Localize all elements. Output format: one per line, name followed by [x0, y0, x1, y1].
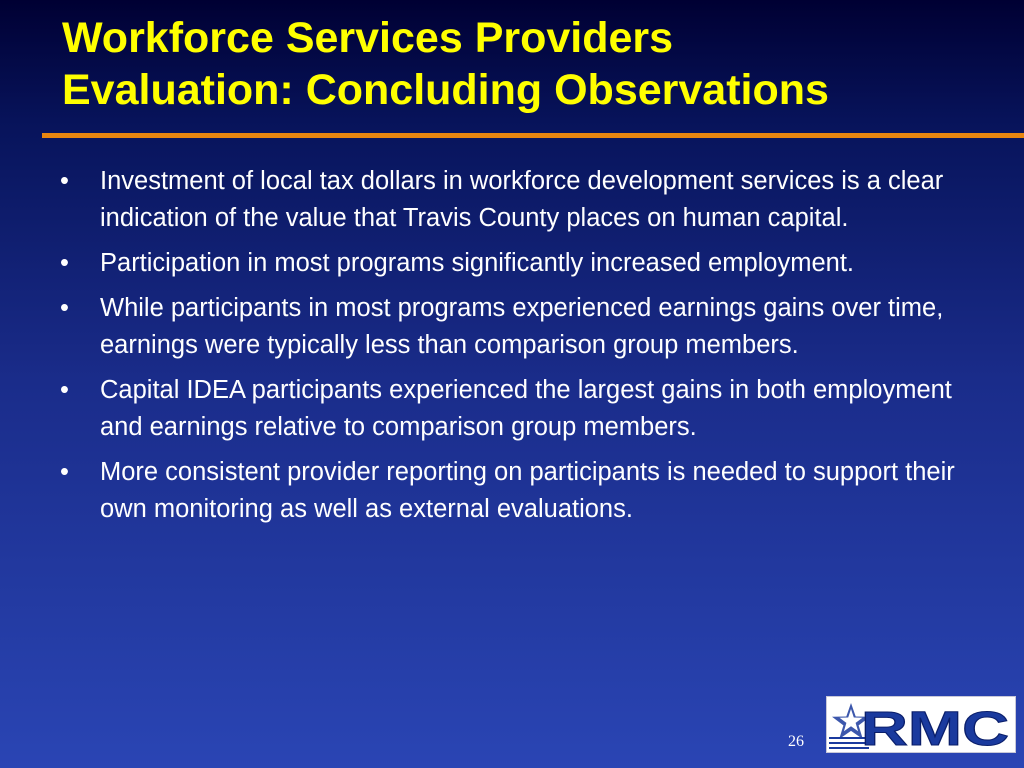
- bullet-marker: •: [60, 167, 69, 195]
- bullet-item: [58, 454, 988, 528]
- bullet-item: [58, 372, 988, 446]
- rmc-logo-graphic: [827, 697, 1015, 752]
- bullet-marker: •: [60, 294, 69, 322]
- bullet-item: [58, 245, 988, 282]
- bullet-marker: •: [60, 458, 69, 486]
- bullet-item: [58, 163, 988, 237]
- rmc-logo: [826, 696, 1016, 753]
- bullet-text: While participants in most programs experienced earnings gains over time, earnings were typically less than comparison group members.: [100, 294, 944, 359]
- bullet-text: Participation in most programs significantly increased employment.: [100, 249, 854, 277]
- title-line-1: Workforce Services Providers: [62, 14, 674, 62]
- page-number: 26: [788, 733, 804, 750]
- bullet-text: More consistent provider reporting on participants is needed to support their own monitoring as well as external evaluations.: [100, 458, 955, 523]
- slide-title: [62, 12, 1002, 116]
- bullet-marker: •: [60, 249, 69, 277]
- bullet-list: [58, 163, 988, 536]
- title-line-2: Evaluation: Concluding Observations: [62, 66, 829, 114]
- bullet-text: Investment of local tax dollars in workforce development services is a clear indication of the value that Travis County places on human capital.: [100, 167, 944, 232]
- bullet-item: [58, 290, 988, 364]
- bullet-text: Capital IDEA participants experienced the largest gains in both employment and earnings relative to comparison group members.: [100, 376, 952, 441]
- logo-text: RMC: [861, 703, 1009, 752]
- title-divider: [42, 133, 1024, 138]
- bullet-marker: •: [60, 376, 69, 404]
